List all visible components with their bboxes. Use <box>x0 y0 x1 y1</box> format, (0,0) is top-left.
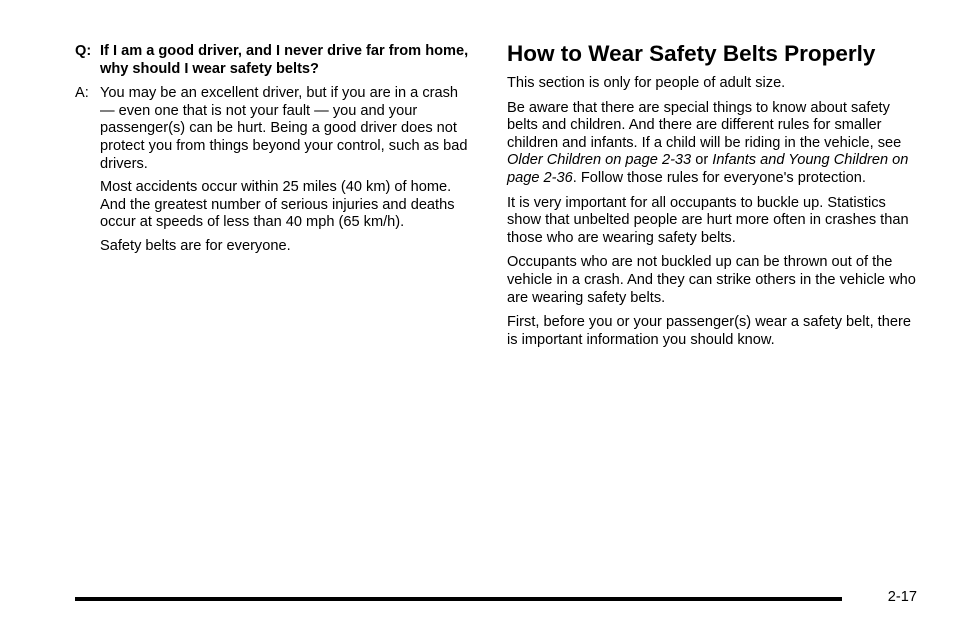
answer-body <box>100 85 475 179</box>
right-column <box>507 40 917 356</box>
answer-continuation <box>100 179 475 255</box>
answer-block <box>75 85 475 179</box>
body-text: Be aware that there are special things to know about safety belts and children. And there are different rules for smaller children and infants. If a child will be riding in the vehicle, see <box>507 99 902 151</box>
body-paragraph: This section is only for people of adult size. <box>507 75 786 91</box>
answer-paragraph: Most accidents occur within 25 miles (40 km) of home. And the greatest number of serious injuries and deaths occur at speeds of less than 40 mph (65 km/h). <box>100 179 455 231</box>
body-text: . Follow those rules for everyone's protection. <box>572 169 866 186</box>
question-label: Q: <box>75 43 92 59</box>
page-number: 2-17 <box>887 589 917 605</box>
body-paragraph-with-references <box>507 100 917 188</box>
left-column <box>75 43 475 262</box>
body-paragraph: First, before you or your passenger(s) wear a safety belt, there is important information you should know. <box>507 314 911 348</box>
cross-reference-link[interactable]: Older Children on page 2-33 <box>507 152 692 169</box>
question-text: If I am a good driver, and I never drive far from home, why should I wear safety belts? <box>100 43 469 77</box>
answer-label: A: <box>75 85 89 102</box>
body-paragraph: It is very important for all occupants to buckle up. Statistics show that unbelted people are hurt more often in crashes than those who are wearing safety belts. <box>507 194 909 246</box>
footer-rule <box>75 597 842 601</box>
answer-paragraph: You may be an excellent driver, but if you are in a crash — even one that is not your fault — you and your passenger(s) can be hurt. Being a good driver does not protect you from things beyond your control, such as bad drivers. <box>100 85 468 172</box>
body-paragraph: Occupants who are not buckled up can be thrown out of the vehicle in a crash. And they can strike others in the vehicle who are wearing safety belts. <box>507 254 916 306</box>
cross-reference-link[interactable]: Infants and Young Children on page 2-36 <box>507 152 909 186</box>
section-title: How to Wear Safety Belts Properly <box>507 41 876 66</box>
question-block <box>75 43 475 78</box>
answer-paragraph: Safety belts are for everyone. <box>100 237 291 254</box>
body-text: or <box>691 152 713 169</box>
